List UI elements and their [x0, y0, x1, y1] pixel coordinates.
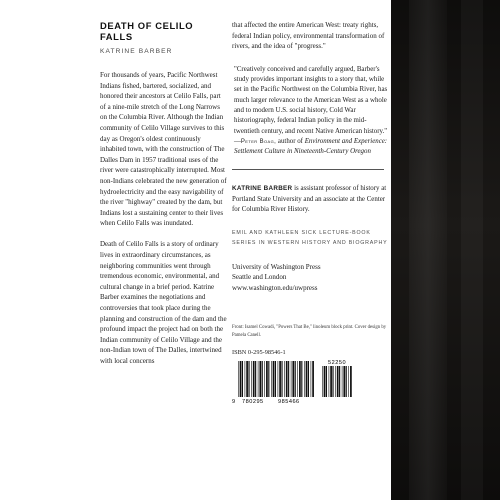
publisher-location: Seattle and London	[232, 273, 287, 282]
barcode-bar	[281, 361, 282, 397]
review-blurb	[232, 65, 390, 158]
barcode-bar	[242, 361, 243, 397]
series-name: EMIL AND KATHLEEN SICK LECTURE-BOOK SERIES IN WESTERN HISTORY AND BIOGRAPHY	[232, 230, 388, 246]
barcode-bar	[311, 361, 312, 397]
barcode-bar	[255, 361, 256, 397]
barcode-bar	[259, 361, 261, 397]
barcode-bars-addon	[322, 366, 352, 397]
barcode	[232, 359, 362, 403]
barcode-bar	[279, 361, 281, 397]
barcode-bar	[286, 361, 288, 397]
publisher-name: University of Washington Press	[232, 262, 321, 271]
barcode-bar	[330, 366, 332, 397]
barcode-bar	[295, 361, 296, 397]
section-divider	[232, 169, 384, 170]
barcode-bar	[301, 361, 302, 397]
barcode-bar	[253, 361, 255, 397]
barcode-bar	[329, 366, 330, 397]
description-paragraph-2-continued: that affected the entire American West: treaty rights, federal Indian policy, environmental transformation of rivers, and the idea of "progress."	[232, 21, 385, 51]
barcode-isbn13-group2: 985466	[278, 398, 300, 405]
isbn-label: ISBN 0-295-98546-1	[232, 348, 286, 356]
barcode-bar	[275, 361, 276, 397]
publisher-website: www.washington.edu/uwpress	[232, 283, 318, 292]
barcode-bars-main	[238, 361, 314, 397]
publisher-block	[232, 262, 390, 294]
barcode-bar	[266, 361, 268, 397]
barcode-bar	[292, 361, 294, 397]
barcode-bar	[248, 361, 249, 397]
barcode-bar	[335, 366, 336, 397]
author-bio-text: is assistant professor of history at Portland State University and an associate at the Center for Columbia River History.	[232, 185, 387, 214]
left-column	[100, 20, 228, 367]
barcode-bar	[332, 366, 333, 397]
barcode-graphic	[232, 359, 362, 405]
barcode-bar	[246, 361, 248, 397]
barcode-bar	[297, 361, 298, 397]
barcode-bar	[245, 361, 246, 397]
barcode-bar	[304, 361, 305, 397]
barcode-bar	[322, 366, 323, 397]
barcode-bar	[240, 361, 242, 397]
author-bio	[232, 184, 390, 215]
barcode-isbn13-group1: 780295	[242, 398, 264, 405]
barcode-bar	[262, 361, 263, 397]
barcode-bar	[258, 361, 259, 397]
barcode-price-code: 52250	[328, 359, 347, 366]
cover-credits: Front: Isamel Cowadi, "Powers That Be," linoleum block print. Cover design by Pamela Canell.	[232, 325, 387, 338]
right-column	[232, 20, 390, 403]
spine-highlight	[409, 0, 447, 500]
blurb-attribution-role: author of	[276, 137, 305, 145]
barcode-bar	[273, 361, 275, 397]
blurb-attribution-book: Environment and Experience: Settlement Culture in Nineteenth-Century Oregon	[234, 137, 388, 156]
barcode-bar	[350, 366, 352, 397]
barcode-bar	[348, 366, 349, 397]
barcode-bar	[268, 361, 269, 397]
barcode-bar	[271, 361, 272, 397]
barcode-bar	[337, 366, 339, 397]
barcode-bar	[324, 366, 326, 397]
barcode-bar	[326, 366, 327, 397]
book-title: DEATH OF CELILO FALLS	[100, 20, 194, 42]
description-paragraph-2: Death of Celilo Falls is a story of ordinary lives in extraordinary circumstances, as neighboring communities went through tremendous economic, environmental, and cultural change in a brief period. Katrine Barber examines the negotiations and controversies that took place during the planning and construction of the dam and the profound impact the project had on both the Indian community of Celilo Village and the non-Indian town of The Dalles, intertwined with local concerns	[100, 240, 227, 365]
blurb-quote: "Creatively conceived and carefully argued, Barber's study provides important insights to a story that, while set in the Pacific Northwest on the Columbia River, has much larger relevance to the American West as a whole and to modern U.S. social history, Cold War historiography, federal Indian policy in the mid-twentieth century, and recent Native American history."	[234, 65, 388, 135]
barcode-bar	[339, 366, 340, 397]
barcode-bar	[264, 361, 265, 397]
barcode-bar	[278, 361, 279, 397]
spine-highlight	[461, 0, 483, 500]
barcode-bar	[251, 361, 252, 397]
author-bio-name: KATRINE BARBER	[232, 185, 293, 193]
barcode-bar	[288, 361, 289, 397]
barcode-bar	[306, 361, 308, 397]
barcode-bar	[342, 366, 343, 397]
blurb-dash: —	[234, 137, 241, 145]
barcode-bar	[284, 361, 285, 397]
barcode-bar	[299, 361, 301, 397]
barcode-bar	[308, 361, 309, 397]
blurb-attribution-name: Peter Boag,	[240, 138, 277, 145]
barcode-bar	[238, 361, 239, 397]
barcode-bar	[291, 361, 292, 397]
book-spine	[391, 0, 500, 500]
barcode-isbn13-lead: 9	[232, 398, 236, 405]
barcode-bar	[343, 366, 345, 397]
book-author: KATRINE BARBER	[100, 48, 173, 55]
description-paragraph-1: For thousands of years, Pacific Northwest Indians fished, bartered, socialized, and honored their ancestors at Celilo Falls, part of a nine-mile stretch of the Long Narrows on the Columbia River. Although the Indian community of Celilo Village survives to this day as Oregon's oldest continuously inhabited town, with the construction of The Dalles Dam in 1957 traditional uses of the river were catastrophically interrupted. Most non-Indians celebrated the new generation of hydroelectricity and the easy navigability of the river "highway" created by the dam, but Indians lost a sustaining center to their lives when Celilo Falls was inundated.	[100, 71, 227, 228]
blurb-attribution	[234, 137, 390, 158]
barcode-bar	[346, 366, 347, 397]
barcode-bar	[312, 361, 314, 397]
